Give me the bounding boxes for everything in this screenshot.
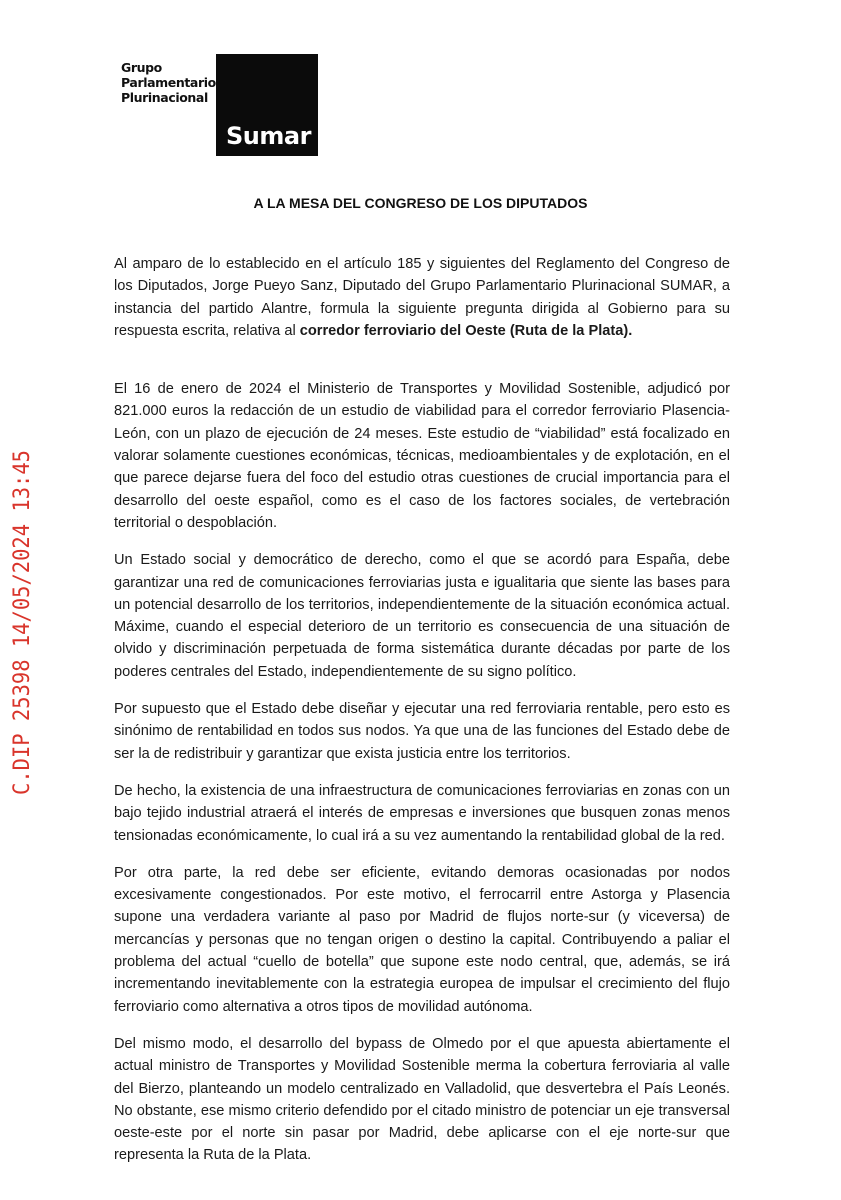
registry-stamp bbox=[4, 415, 35, 795]
intro-subject: corredor ferroviario del Oeste (Ruta de la Plata). bbox=[299, 322, 633, 339]
body-paragraph-3: Por supuesto que el Estado debe diseñar y ejecutar una red ferroviaria rentable, pero esto es sinónimo de rentabilidad en todos sus nodos. Ya que una de las funciones del Estado debe de ser la de redistribuir y garantizar que exista justicia entre los territorios. bbox=[114, 701, 730, 762]
logo-line-3: Plurinacional bbox=[121, 90, 208, 105]
body-paragraph-1: El 16 de enero de 2024 el Ministerio de Transportes y Movilidad Sostenible, adjudicó por 821.000 euros la redacción de un estudio de viabilidad para el corredor ferroviario Plasencia-León, con un plazo de ejecución de 24 meses. Este estudio de “viabilidad” está focalizado en valorar solamente cuestiones económicas, técnicas, medioambientales y de explotación, en el que parece dejarse fuera del foco del estudio otras cuestiones de crucial importancia para el desarrollo del oeste español, como es el caso de los factores sociales, de vertebración territorial o despoblación. bbox=[114, 381, 730, 531]
registry-stamp-text: C.DIP 25398 14/05/2024 13:45 bbox=[9, 415, 35, 795]
logo-line-1: Grupo bbox=[121, 60, 162, 75]
sumar-logo-box bbox=[216, 54, 318, 156]
registry-stamp-svg bbox=[4, 415, 35, 795]
body-paragraph-2: Un Estado social y democrático de derecho, como el que se acordó para España, debe garantizar una red de comunicaciones ferroviarias justa e igualitaria que siente las bases para un potencial desarrollo de los territorios, independientemente de la situación económica actual. Máxime, cuando el especial deterioro de un territorio es consecuencia de una situación de olvido y discriminación perpetuada de forma sistemática durante décadas por parte de los poderes centrales del Estado, independientemente de su signo político. bbox=[114, 552, 730, 680]
intro-text: Al amparo de lo establecido en el artículo 185 y siguientes del Reglamento del Congreso de los Diputados, Jorge Pueyo Sanz, Diputado del Grupo Parlamentario Plurinacional SUMAR, a instancia del partido Alantre, formula la siguiente pregunta dirigida al Gobierno para su respuesta escrita, relativa al bbox=[114, 256, 730, 339]
document-title: A LA MESA DEL CONGRESO DE LOS DIPUTADOS bbox=[253, 195, 588, 211]
body-paragraph-6: Del mismo modo, el desarrollo del bypass de Olmedo por el que apuesta abiertamente el actual ministro de Transportes y Movilidad Sostenible merma la cobertura ferroviaria al valle del Bierzo, planteando un modelo centralizado en Valladolid, que desvertebra el País Leonés. No obstante, ese mismo criterio defendido por el citado ministro de potenciar un eje transversal oeste-este por el norte sin pasar por Madrid, debe aplicarse con el eje norte-sur que representa la Ruta de la Plata. bbox=[114, 1035, 730, 1164]
logo-line-2: Parlamentario bbox=[121, 75, 216, 90]
body-paragraph-4: De hecho, la existencia de una infraestructura de comunicaciones ferroviarias en zonas con un bajo tejido industrial atraerá el interés de empresas e inversiones que busquen zonas menos tensionadas económicamente, lo cual irá a su vez aumentando la rentabilidad global de la red. bbox=[114, 782, 730, 844]
body-paragraph-5: Por otra parte, la red debe ser eficiente, evitando demoras ocasionadas por nodos excesivamente congestionados. Por este motivo, el ferrocarril entre Astorga y Plasencia supone una verdadera variante al paso por Madrid de flujos norte-sur (y viceversa) de mercancías y personas que no tengan origen o destino la capital. Contribuyendo a paliar el problema del actual “cuello de botella” que supone este nodo central, que, además, se irá incrementando inevitablemente con la estrategia europea de impulsar el crecimiento del flujo ferroviario como alternativa a otros tipos de movilidad autónoma. bbox=[114, 864, 730, 1015]
sumar-logo-text: Sumar bbox=[226, 122, 311, 150]
party-logo-text bbox=[121, 60, 216, 105]
document-body bbox=[114, 253, 730, 1182]
intro-paragraph bbox=[114, 253, 730, 342]
